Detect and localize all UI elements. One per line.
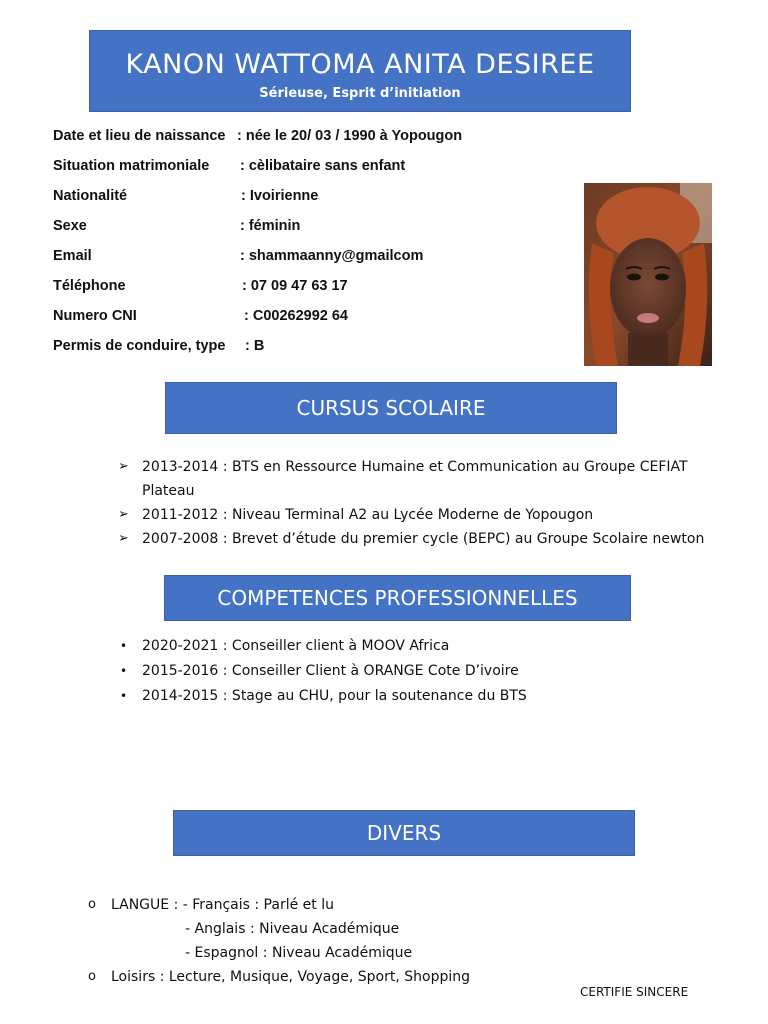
list-item (88, 965, 648, 989)
list-item (118, 659, 678, 684)
item-text: BTS en Ressource Humaine et Communication au Groupe CEFIAT (231, 459, 688, 475)
bullet-icon: • (120, 664, 128, 678)
item-text: 2015-2016 : Conseiller Client à ORANGE Cote D’ivoire (142, 663, 519, 679)
circle-bullet-icon: o (88, 897, 96, 912)
header-banner (89, 30, 631, 112)
info-value: : C00262992 64 (244, 308, 348, 324)
bullet-icon: • (120, 639, 128, 653)
item-text: 2014-2015 : Stage au CHU, pour la soutenance du BTS (142, 688, 527, 704)
item-period: 2011-2012 : (142, 507, 228, 523)
info-label: Permis de conduire, type (53, 338, 226, 354)
circle-bullet-icon: o (88, 969, 96, 984)
competences-list (118, 634, 678, 709)
section-header-competences (164, 575, 631, 621)
list-item (118, 684, 678, 709)
info-value: : shammaanny@gmailcom (240, 248, 424, 264)
divers-list (88, 893, 648, 989)
section-title: CURSUS SCOLAIRE (296, 396, 486, 420)
info-label: Sexe (53, 218, 87, 234)
info-label: Numero CNI (53, 308, 137, 324)
language-english: - Anglais : Niveau Académique (185, 921, 400, 937)
section-title: DIVERS (366, 821, 442, 845)
bullet-icon: • (120, 689, 128, 703)
section-title: COMPETENCES PROFESSIONNELLES (217, 586, 578, 610)
arrow-bullet-icon: ➢ (118, 459, 129, 474)
info-value: : cèlibataire sans enfant (240, 158, 406, 174)
profile-photo-image (584, 183, 712, 366)
candidate-tagline: Sérieuse, Esprit d’initiation (259, 86, 461, 101)
certification-note: CERTIFIE SINCERE (580, 985, 689, 999)
section-header-divers (173, 810, 635, 856)
list-item (88, 893, 648, 965)
hobbies-line: Loisirs : Lecture, Musique, Voyage, Sport, Shopping (111, 969, 471, 985)
profile-photo (584, 183, 712, 366)
info-label: Téléphone (53, 278, 126, 294)
info-value: : B (245, 338, 265, 354)
section-header-cursus (165, 382, 617, 434)
item-text-continued: Plateau (142, 483, 195, 499)
arrow-bullet-icon: ➢ (118, 531, 129, 546)
list-item (118, 503, 718, 527)
list-item (118, 634, 678, 659)
info-value: : 07 09 47 63 17 (242, 278, 348, 294)
list-item (118, 455, 718, 503)
info-value: : née le 20/ 03 / 1990 à Yopougon (237, 128, 463, 144)
language-spanish: - Espagnol : Niveau Académique (185, 945, 413, 961)
item-text: Niveau Terminal A2 au Lycée Moderne de Yopougon (231, 507, 594, 523)
info-value: : féminin (240, 218, 301, 234)
info-label: Email (53, 248, 92, 264)
info-label: Nationalité (53, 188, 128, 204)
info-value: : Ivoirienne (241, 188, 319, 204)
item-period: 2007-2008 : (142, 531, 228, 547)
language-line: LANGUE : - Français : Parlé et lu (111, 897, 334, 913)
item-period: 2013-2014 : (142, 459, 228, 475)
cursus-list (118, 455, 718, 551)
list-item (118, 527, 718, 551)
item-text: 2020-2021 : Conseiller client à MOOV Africa (142, 638, 450, 654)
info-label: Situation matrimoniale (53, 158, 210, 174)
arrow-bullet-icon: ➢ (118, 507, 129, 522)
item-text: Brevet d’étude du premier cycle (BEPC) au Groupe Scolaire newton (231, 531, 705, 547)
candidate-name: KANON WATTOMA ANITA DESIREE (125, 49, 595, 80)
info-label: Date et lieu de naissance (53, 128, 226, 144)
